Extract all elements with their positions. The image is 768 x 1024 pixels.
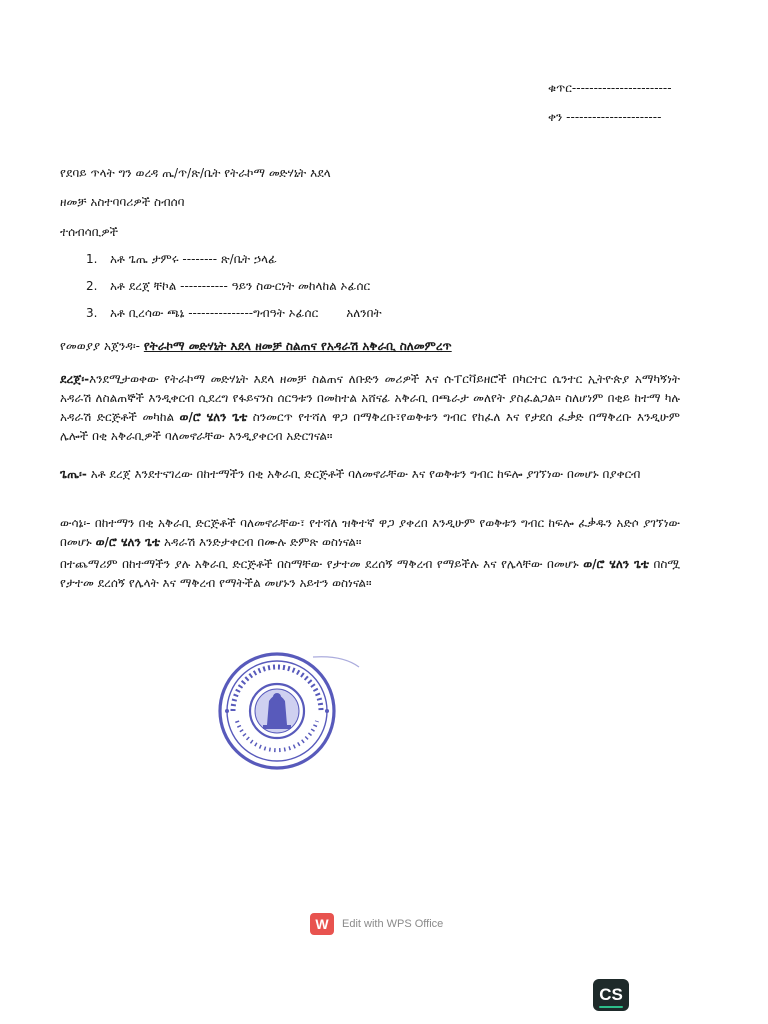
attendee-text: አቶ ጌጤ ታምሩ -------- ጽ/ቤት ኃላፊ [110, 252, 278, 266]
attendees-heading: ተሰብሳቢዎች [60, 225, 119, 239]
attendee-number: 3. [86, 306, 98, 320]
document-title-line2: ዘመቻ አስተባባሪዎች ስብሰባ [60, 195, 185, 209]
wps-office-watermark[interactable] [310, 913, 443, 935]
attendee-item [86, 252, 277, 267]
paragraph-text: አቶ ደረጀ እንደተናገረው በከተማችን በቂ አቅራቢ ድርጅቶች ባለመኖራቸው እና የወቅቱን ግብር ከፍሎ ያገኘነው በመሆኑ በያቀርብ [90, 467, 641, 481]
paragraph-text: ስንመርጥ የተሻለ ዋጋ በማቅረቡ፣የወቅቱን ግብር የከፈለ እና የታደሰ ፈቃድ በማቅረቡ እንዲሁም ሌሎች በቂ አቅራቢዎች ባለመኖራቸው እንዲያቀርብ አድርገናል። [60, 410, 680, 443]
agenda-label: የመወያያ አጀንዳ፡- [60, 339, 140, 353]
paragraph-text: በተጨማሪም በከተማችን ያሉ አቅራቢ ድርጅቶች በስማቸው የታተመ ደረሰኝ ማቅረብ የማይችሉ እና የሌላቸው በመሆኑ [60, 557, 579, 571]
supplier-name: ወ/ሮ ሄለን ጌቴ [179, 410, 248, 424]
paragraph-text: አዳራሽ እንድታቀርብ በሙሉ ድምጽ ወስነናል። [163, 535, 362, 549]
minutes-paragraph-2 [60, 465, 680, 484]
agenda-line [60, 337, 680, 356]
wps-office-logo-icon: W [310, 913, 334, 935]
attendee-item [86, 279, 370, 294]
reference-number-line: ቁጥር----------------------- [548, 81, 672, 95]
speaker-label: ደረጀ፡- [60, 372, 90, 386]
document-title-line1: የደባይ ጥላት ግን ወረዳ ጤ/ጥ/ጽ/ቤት የትራኮማ መድሃኒት እደላ [60, 166, 331, 180]
attendee-note: አለንበት [346, 306, 382, 320]
attendee-number: 1. [86, 252, 98, 266]
paragraph-text: በከተማን በቂ አቅራቢ ድርጅቶች ባለመኖራቸው፣ የተሻለ ዝቅተኛ ዋጋ ያቀረበ እንዲሁም የወቅቱን ግብር ከፍሎ ፈቃዱን አድሶ ያገኘነው በመሆኑ [60, 516, 680, 549]
attendee-text: አቶ ደረጀ ቸኮል ----------- ዓይን ስውርነት መከላከል ኦፊሰር [110, 279, 371, 293]
minutes-paragraph-1 [60, 370, 680, 446]
speaker-label: ጌጤ፡- [60, 467, 87, 481]
agenda-subject: የትራኮማ መድሃኒት እደላ ዘመቻ ስልጠና የአዳራሽ አቅራቢ ስለመምረጥ [143, 339, 452, 353]
supplier-name: ወ/ሮ ሄለን ጌቴ [583, 557, 650, 571]
paragraph-text: በስሟ የታተመ ደረሰኝ የሌላት እና ማቅረብ የማትችል መሆኑን አይተን ወስነናል። [60, 557, 680, 590]
attendee-text: አቶ ቢረሳው ጫኔ ---------------ግብዓት ኦፊሰር [110, 306, 319, 320]
attendee-number: 2. [86, 279, 98, 293]
camscanner-logo-icon: CS [593, 979, 629, 1011]
reference-date-line: ቀን ---------------------- [548, 110, 662, 124]
minutes-decision-paragraph [60, 514, 680, 552]
minutes-paragraph-4 [60, 555, 680, 593]
attendee-item [86, 306, 382, 321]
wps-edit-label: Edit with WPS Office [342, 918, 444, 930]
speaker-label: ውሳኔ፡- [60, 516, 91, 530]
official-seal-icon [213, 647, 363, 777]
paragraph-text: እንደሚታወቀው የትራኮማ መድሃኒት እደላ ዘመቻ ስልጠና ለቡድን መሪዎች እና ሱፐርቫይዘሮች በካርተር ሴንተር ኢትዮጵያ አማካኝነት አዳራሽ ለስልጠኞች እንዲቀርብ ሲደረግ የፋይናንስ ሰርዓቱን በመከተል አሸናፊ አቅራቢ በጫራታ መለየት ያስፈልጋል። ስለሆነም በቂይ ከተማ ካሉ አዳራሽ ድርጅቶች መካከል [60, 372, 680, 424]
supplier-name: ወ/ሮ ሄለን ጌቴ [95, 535, 161, 549]
